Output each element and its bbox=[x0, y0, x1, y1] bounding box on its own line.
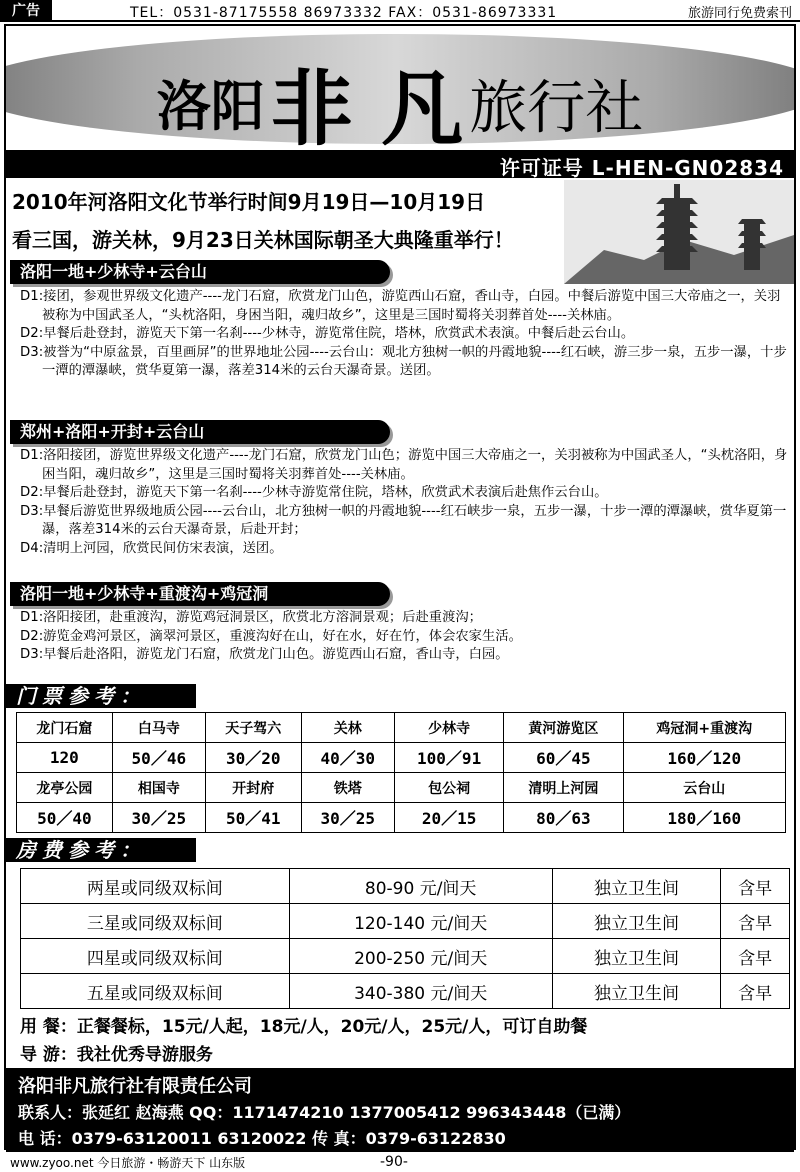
route-2-day-1: D1:洛阳接团，游览世界级文化遗产----龙门石窟，欣赏龙门山色；游览中国三大帝庙之一，关羽被称为中国武圣人，“头枕洛阳，身困当阳，魂归故乡”，这里是三国时蜀将关羽葬首处----关林庙。 bbox=[20, 448, 788, 482]
table-cell: 龙门石窟 bbox=[17, 713, 113, 743]
table-cell: 50／46 bbox=[112, 743, 205, 773]
table-row bbox=[21, 939, 790, 974]
route-2-itinerary bbox=[20, 447, 790, 559]
tickets-heading: 门票参考： bbox=[6, 684, 196, 708]
table-cell: 120 bbox=[17, 743, 113, 773]
route-2-title: 郑州+洛阳+开封+云台山 bbox=[10, 420, 390, 444]
table-cell: 黄河游览区 bbox=[504, 713, 623, 743]
table-cell: 云台山 bbox=[623, 773, 785, 803]
route-1-day-3: D3:被誉为“中原盆景，百里画屏”的世界地址公园----云台山：观北方独树一帜的丹霞地貌----红石峡，游三步一泉，五步一瀑，十步一潭的潭瀑峡，赏华夏第一瀑，落差314米的云台天瀑奇景。送团。 bbox=[20, 344, 787, 379]
table-cell: 天子驾六 bbox=[205, 713, 301, 743]
table-cell: 铁塔 bbox=[301, 773, 394, 803]
table-row bbox=[21, 974, 790, 1009]
route-3-day-1: D1:洛阳接团，赴重渡沟，游览鸡冠洞景区，欣赏北方溶洞景观；后赴重渡沟； bbox=[20, 610, 482, 625]
ad-frame bbox=[4, 24, 796, 1150]
table-cell: 鸡冠洞+重渡沟 bbox=[623, 713, 785, 743]
table-cell: 相国寺 bbox=[112, 773, 205, 803]
table-row bbox=[21, 869, 790, 904]
route-3-day-3: D3:早餐后赴洛阳，游览龙门石窟，欣赏龙门山色。游览西山石窟，香山寺，白园。 bbox=[20, 647, 509, 663]
route-2-day-2: D2:早餐后赴登封，游览天下第一名刹----少林寺游览常住院，塔林，欣赏武术表演后赴焦作云台山。 bbox=[20, 485, 608, 501]
agency-name-brand: 非 凡 bbox=[270, 61, 464, 150]
route-3-itinerary bbox=[20, 609, 790, 665]
table-cell: 30／20 bbox=[205, 743, 301, 773]
route-3-title: 洛阳一地+少林寺+重渡沟+鸡冠洞 bbox=[10, 582, 390, 606]
table-cell: 三星或同级双标间 bbox=[21, 904, 290, 939]
page-footer bbox=[0, 1152, 800, 1172]
agency-name-city: 洛阳 bbox=[156, 74, 265, 138]
table-cell: 含早 bbox=[721, 974, 790, 1009]
table-cell: 开封府 bbox=[205, 773, 301, 803]
table-cell: 独立卫生间 bbox=[552, 974, 721, 1009]
license-bar bbox=[6, 150, 794, 178]
table-cell: 50／40 bbox=[17, 803, 113, 833]
table-cell: 关林 bbox=[301, 713, 394, 743]
route-1-itinerary bbox=[20, 288, 790, 381]
table-row bbox=[21, 904, 790, 939]
table-cell: 含早 bbox=[721, 904, 790, 939]
guide-info: 导 游：我社优秀导游服务 bbox=[20, 1045, 213, 1065]
ticket-row-2-names bbox=[17, 773, 786, 803]
route-1-title: 洛阳一地+少林寺+云台山 bbox=[10, 260, 390, 284]
table-cell: 340-380 元/间天 bbox=[289, 974, 552, 1009]
company-footer bbox=[6, 1068, 794, 1152]
ticket-row-2-prices bbox=[17, 803, 786, 833]
route-2-day-4: D4:清明上河园，欣赏民间仿宋表演，送团。 bbox=[20, 540, 283, 556]
table-cell: 包公祠 bbox=[394, 773, 503, 803]
table-cell: 30／25 bbox=[112, 803, 205, 833]
ticket-row-1-prices bbox=[17, 743, 786, 773]
ticket-row-1-names bbox=[17, 713, 786, 743]
pagoda-image bbox=[564, 180, 794, 284]
table-cell: 180／160 bbox=[623, 803, 785, 833]
table-cell: 两星或同级双标间 bbox=[21, 869, 290, 904]
agency-name-suffix: 旅行社 bbox=[469, 73, 644, 142]
meal-info: 用 餐：正餐餐标，15元/人起，18元/人，20元/人，25元/人，可订自助餐 bbox=[20, 1017, 588, 1037]
company-name: 洛阳非凡旅行社有限责任公司 bbox=[18, 1076, 252, 1097]
festival-line-2: 看三国，游关林，9月23日关林国际朝圣大典隆重举行！ bbox=[12, 228, 514, 252]
agency-banner bbox=[6, 26, 794, 150]
ad-label: 广告 bbox=[0, 0, 52, 22]
table-cell: 200-250 元/间天 bbox=[289, 939, 552, 974]
table-cell: 100／91 bbox=[394, 743, 503, 773]
top-bar bbox=[0, 0, 800, 22]
table-cell: 少林寺 bbox=[394, 713, 503, 743]
table-cell: 50／41 bbox=[205, 803, 301, 833]
table-cell: 独立卫生间 bbox=[552, 904, 721, 939]
table-cell: 80-90 元/间天 bbox=[289, 869, 552, 904]
table-cell: 独立卫生间 bbox=[552, 939, 721, 974]
table-cell: 120-140 元/间天 bbox=[289, 904, 552, 939]
page-number: -90- bbox=[380, 1154, 408, 1170]
table-cell: 清明上河园 bbox=[504, 773, 623, 803]
ticket-price-table bbox=[16, 712, 786, 833]
contact-persons: 联系人：张延红 赵海燕 QQ：1171474210 1377005412 996343448（已满） bbox=[18, 1103, 631, 1122]
route-1-day-2: D2:早餐后赴登封，游览天下第一名刹----少林寺，游览常住院，塔林，欣赏武术表演。中餐后赴云台山。 bbox=[20, 326, 635, 342]
table-cell: 四星或同级双标间 bbox=[21, 939, 290, 974]
license-number: 许可证号 L-HEN-GN02834 bbox=[499, 156, 784, 180]
table-cell: 含早 bbox=[721, 939, 790, 974]
festival-line-1: 2010年河洛阳文化节举行时间9月19日—10月19日 bbox=[12, 190, 486, 214]
agency-name bbox=[6, 44, 794, 150]
table-cell: 40／30 bbox=[301, 743, 394, 773]
table-cell: 80／63 bbox=[504, 803, 623, 833]
route-3-day-2: D2:游览金鸡河景区，滴翠河景区，重渡沟好在山，好在水，好在竹，体会农家生活。 bbox=[20, 628, 522, 644]
table-cell: 龙亭公园 bbox=[17, 773, 113, 803]
table-cell: 20／15 bbox=[394, 803, 503, 833]
table-cell: 60／45 bbox=[504, 743, 623, 773]
table-cell: 白马寺 bbox=[112, 713, 205, 743]
table-cell: 独立卫生间 bbox=[552, 869, 721, 904]
route-1-day-1: D1:接团，参观世界级文化遗产----龙门石窟，欣赏龙门山色，游览西山石窟，香山寺，白园。中餐后游览中国三大帝庙之一，关羽被称为中国武圣人，“头枕洛阳，身困当阳，魂归故乡”，这里是三国时蜀将关羽葬首处----关林庙。 bbox=[20, 289, 781, 323]
contact-line: TEL：0531-87175558 86973332 FAX：0531-86973331 bbox=[130, 5, 558, 21]
table-cell: 30／25 bbox=[301, 803, 394, 833]
rooms-heading: 房费参考： bbox=[6, 838, 196, 862]
table-cell: 五星或同级双标间 bbox=[21, 974, 290, 1009]
publication-name: 旅游同行免费索刊 bbox=[687, 6, 792, 21]
table-cell: 160／120 bbox=[623, 743, 785, 773]
table-cell: 含早 bbox=[721, 869, 790, 904]
room-rate-table bbox=[20, 868, 790, 1009]
route-2-day-3: D3:早餐后游览世界级地质公园----云台山，北方独树一帜的丹霞地貌----红石峡步一泉，五步一瀑，十步一潭的潭瀑峡，赏华夏第一瀑，落差314米的云台天瀑奇景，后赴开封； bbox=[20, 503, 787, 538]
site-line: www.zyoo.net 今日旅游・畅游天下 山东版 bbox=[10, 1156, 246, 1170]
phone-fax: 电 话：0379-63120011 63120022 传 真：0379-63122830 bbox=[18, 1129, 506, 1148]
